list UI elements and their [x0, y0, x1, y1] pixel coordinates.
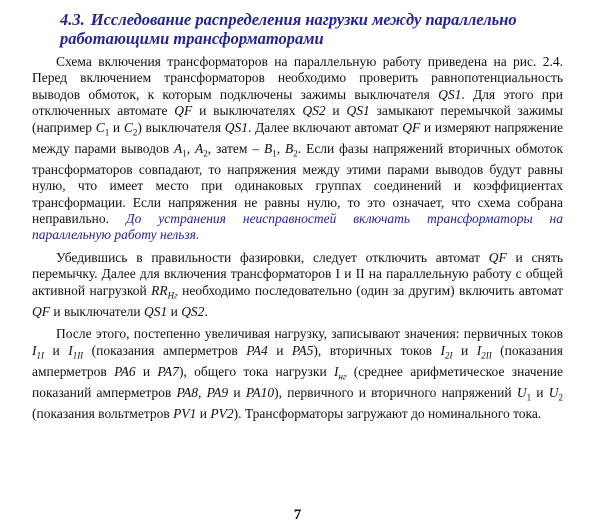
symbol: I — [32, 342, 37, 358]
symbol: RR — [151, 282, 168, 298]
symbol: C — [95, 119, 105, 135]
text-run: и — [44, 342, 69, 358]
text-run: и — [167, 303, 182, 319]
section-number: 4.3. — [60, 10, 85, 29]
symbol: B — [264, 140, 273, 156]
subscript: 1 — [104, 127, 110, 138]
symbol: C — [123, 119, 133, 135]
text-run: и — [452, 342, 477, 358]
subscript: нг — [338, 371, 347, 382]
text-run: (показания амперметров — [83, 342, 247, 358]
text-run: и — [325, 103, 347, 119]
subscript: 2 — [132, 127, 138, 138]
subscript: 1 — [272, 148, 277, 159]
text-run: (показания вольтметров — [32, 405, 174, 421]
text-run: , — [198, 384, 207, 400]
text-run: ), вторичных токов — [313, 342, 441, 358]
symbol: A — [195, 140, 204, 156]
symbol: PA7 — [157, 363, 179, 379]
text-run: и — [228, 384, 246, 400]
text-run: и — [135, 363, 158, 379]
symbol: QF — [174, 103, 193, 119]
text-run: и — [531, 384, 549, 400]
text-run: и измеряют напряжение между парами выводов — [32, 119, 563, 156]
symbol: QF — [402, 119, 421, 135]
text-run: , — [186, 140, 196, 156]
text-run: , — [276, 140, 286, 156]
section-heading — [32, 10, 563, 48]
subscript: 2 — [558, 392, 563, 403]
subscript: 1I — [36, 350, 44, 361]
symbol: QF — [488, 249, 507, 265]
subscript: 2II — [481, 350, 492, 361]
text-run: ), общего тока нагрузки — [178, 363, 334, 379]
symbol: PA4 — [246, 342, 268, 358]
subscript: 1 — [182, 148, 187, 159]
text-run: После этого, постепенно увеличивая нагрузку, записывают значения: первичных токов — [56, 326, 563, 342]
text-run: необходимо последовательно (один за другим) включить автомат — [177, 282, 564, 298]
subscript: 2I — [445, 350, 453, 361]
text-run: . — [204, 303, 208, 319]
symbol: U — [548, 384, 559, 400]
text-run: и — [267, 342, 292, 358]
symbol: I — [68, 342, 73, 358]
symbol: U — [516, 384, 527, 400]
symbol: I — [333, 363, 339, 379]
text-run: ). Трансформаторы загружают до номинального тока. — [233, 405, 542, 421]
symbol: I — [440, 342, 446, 358]
symbol: QS1 — [346, 103, 370, 119]
subscript: Нг — [167, 290, 178, 301]
subscript: 2 — [293, 148, 298, 159]
symbol: PA9 — [206, 384, 229, 400]
text-run: , затем – — [207, 140, 265, 156]
page-number: 7 — [293, 507, 302, 523]
symbol: PV2 — [210, 405, 234, 421]
symbol: I — [476, 342, 482, 358]
symbol: PA10 — [245, 384, 275, 400]
symbol: A — [174, 140, 183, 156]
text-run: ), первичного и вторичного напряжений — [274, 384, 517, 400]
symbol: PV1 — [173, 405, 197, 421]
text-run: . Для этого при отключенных автомате — [32, 86, 563, 119]
text-run: (среднее арифметическое значение показаний амперметров — [32, 363, 563, 400]
text-run: и выключатели — [50, 303, 144, 319]
text-run: Схема включения трансформаторов на параллельную работу приведена на рис. 2.4. Перед включением трансформаторов необходимо проверить равнопотенциальность выводов обмоток, к которым подключены зажимы выключателя — [32, 54, 563, 102]
symbol: B — [285, 140, 294, 156]
text-run: и — [109, 119, 124, 135]
subscript: 1II — [72, 350, 84, 361]
text-run: (показания амперметров — [32, 342, 563, 379]
text-run: . Далее включают автомат — [248, 119, 403, 135]
symbol: PA6 — [114, 363, 136, 379]
section-title: Исследование распределения нагрузки между параллельно работающими трансформаторами — [60, 10, 517, 48]
text-run: и выключателях — [192, 103, 303, 119]
text-run: ) выключателя — [137, 119, 225, 135]
paragraph — [32, 326, 563, 422]
highlighted-text: До устранения неисправностей включать трансформаторы на параллельную работу нельзя. — [32, 211, 563, 243]
symbol: QS1 — [143, 303, 168, 319]
paragraph — [32, 250, 563, 320]
paragraph — [32, 54, 563, 244]
symbol: QS1 — [224, 119, 249, 135]
body-text — [32, 54, 563, 422]
symbol: PA8 — [176, 384, 199, 400]
symbol: QS1 — [438, 86, 462, 102]
text-run: . Если фазы напряжений вторичных обмоток трансформаторов совпадают, то напряжения между этими парами выводов будут равны нулю, что имеет место при одинаковых группах соединений и коэффициентах трансформации. Если напряжения не равны нулю, то это означает, что схема собрана неправильно. — [32, 140, 563, 227]
symbol: PA5 — [291, 342, 314, 358]
symbol: QS2 — [302, 103, 326, 119]
subscript: 1 — [526, 392, 532, 403]
text-run: замыкают перемычкой зажимы (например — [32, 103, 563, 135]
symbol: QS2 — [181, 303, 205, 319]
text-run: и — [196, 405, 211, 421]
text-run: и снять перемычку. Далее для включения трансформаторов I и II на параллельную работу с общей активной нагрузкой — [32, 249, 563, 298]
symbol: QF — [32, 303, 50, 319]
text-run: Убедившись в правильности фазировки, следует отключить автомат — [56, 249, 489, 265]
subscript: 2 — [203, 148, 208, 159]
